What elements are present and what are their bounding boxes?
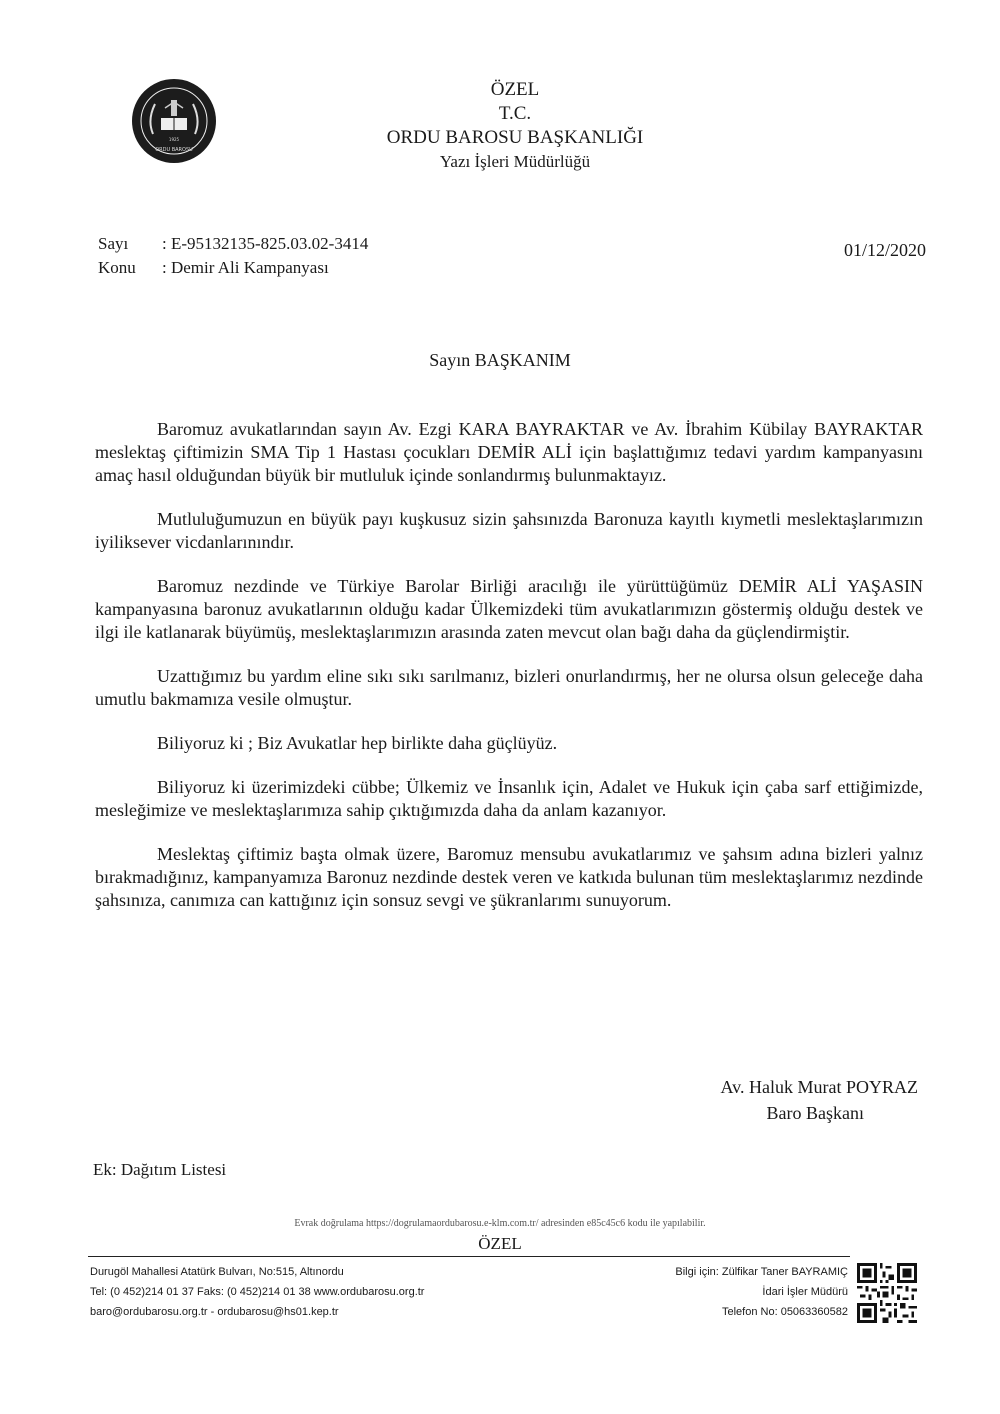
footer-phone: Tel: (0 452)214 01 37 Faks: (0 452)214 01 38 www.ordubarosu.org.tr — [90, 1286, 425, 1298]
document-meta — [98, 232, 368, 280]
country-label: T.C. — [498, 103, 532, 124]
paragraph: Biliyoruz ki üzerimizdeki cübbe; Ülkemiz ve İnsanlık için, Adalet ve Hukuk için çaba sarf ettiğimizde, mesleğimize ve meslektaşlarımıza sahip çıktığımızda daha da anlam kazanıyor. — [95, 777, 923, 820]
footer-info — [675, 1262, 848, 1322]
paragraph: Baromuz nezdinde ve Türkiye Barolar Birliği aracılığı ile yürüttüğümüz DEMİR ALİ YAŞASIN kampanyasına baronuz avukatlarının olduğu kadar Ülkemizdeki tüm avukatlarımızın göstermiş olduğu destek ve ilgi ile katlanarak büyümüş, meslektaşlarımızın arasında zaten mevcut olan bağı daha da güçlendirmiştir. — [95, 576, 923, 642]
attachment-note: Ek: Dağıtım Listesi — [93, 1160, 227, 1179]
konu-label: Konu — [98, 258, 136, 277]
department-name: Yazı İşleri Müdürlüğü — [439, 152, 591, 171]
footer-address: Durugöl Mahallesi Atatürk Bulvarı, No:515, Altınordu — [90, 1266, 344, 1278]
paragraph: Mutluluğumuzun en büyük payı kuşkusuz sizin şahsınızda Baronuza kayıtlı kıymetli meslektaşlarımızın iyiliksever vicdanlarınındır. — [95, 509, 923, 552]
sayi-label: Sayı — [98, 234, 129, 253]
seal-text: ORDU BAROSU — [155, 147, 193, 153]
paragraph: Uzattığımız bu yardım eline sıkı sıkı sarılmanız, bizleri onurlandırmış, her ne olursa olsun geleceğe daha umutlu bakmamıza vesile olmuştur. — [95, 666, 923, 709]
paragraph: Baromuz avukatlarından sayın Av. Ezgi KARA BAYRAKTAR ve Av. İbrahim Kübilay BAYRAKTAR meslektaş çiftimizin SMA Tip 1 Hastası çocukları DEMİR ALİ için başlattığımız tedavi yardım kampanyasını amaç hasıl olduğundan büyük bir mutluluk içinde sonlandırmış bulunmaktayız. — [95, 419, 923, 485]
verification-note: Evrak doğrulama https://dogrulamaordubarosu.e-klm.com.tr/ adresinden e85c45c6 kodu ile yapılabilir. — [294, 1218, 706, 1229]
qr-code-icon — [857, 1262, 917, 1324]
bar-association-seal — [131, 78, 217, 164]
footer-classification: ÖZEL — [478, 1234, 522, 1253]
letter-body — [95, 418, 923, 933]
paragraph: Meslektaş çiftimiz başta olmak üzere, Baromuz mensubu avukatlarımız ve şahsım adına bizleri yalnız bırakmadığınız, kampanyamıza Baronuz nezdinde destek veren ve katkıda bulunan tüm meslektaşlarımız nezdinde şahsınıza, canımıza can kattığınız için sonsuz sevgi ve şükranlarımı sunuyorum. — [95, 844, 923, 910]
seal-year: 1925 — [168, 137, 180, 142]
signatory-title: Baro Başkanı — [766, 1103, 864, 1123]
document-date: 01/12/2020 — [843, 240, 926, 260]
footer-contact — [90, 1262, 424, 1322]
sayi-value: : E-95132135-825.03.02-3414 — [162, 234, 369, 253]
paragraph: Biliyoruz ki ; Biz Avukatlar hep birlikte daha güçlüyüz. — [157, 733, 558, 753]
konu-value: : Demir Ali Kampanyası — [162, 258, 329, 277]
classification-label: ÖZEL — [490, 79, 540, 100]
salutation: Sayın BAŞKANIM — [429, 350, 571, 370]
footer-divider — [88, 1256, 850, 1257]
institution-name: ORDU BAROSU BAŞKANLIĞI — [386, 127, 644, 148]
info-contact: Bilgi için: Zülfikar Taner BAYRAMIÇ — [675, 1266, 848, 1278]
signatory-name: Av. Haluk Murat POYRAZ — [720, 1077, 918, 1097]
footer-email: baro@ordubarosu.org.tr - ordubarosu@hs01.kep.tr — [90, 1306, 339, 1318]
letterhead — [300, 78, 730, 174]
signature-block — [721, 1074, 918, 1126]
info-phone: Telefon No: 05063360582 — [722, 1306, 848, 1318]
info-title: İdari İşler Müdürü — [762, 1286, 848, 1298]
